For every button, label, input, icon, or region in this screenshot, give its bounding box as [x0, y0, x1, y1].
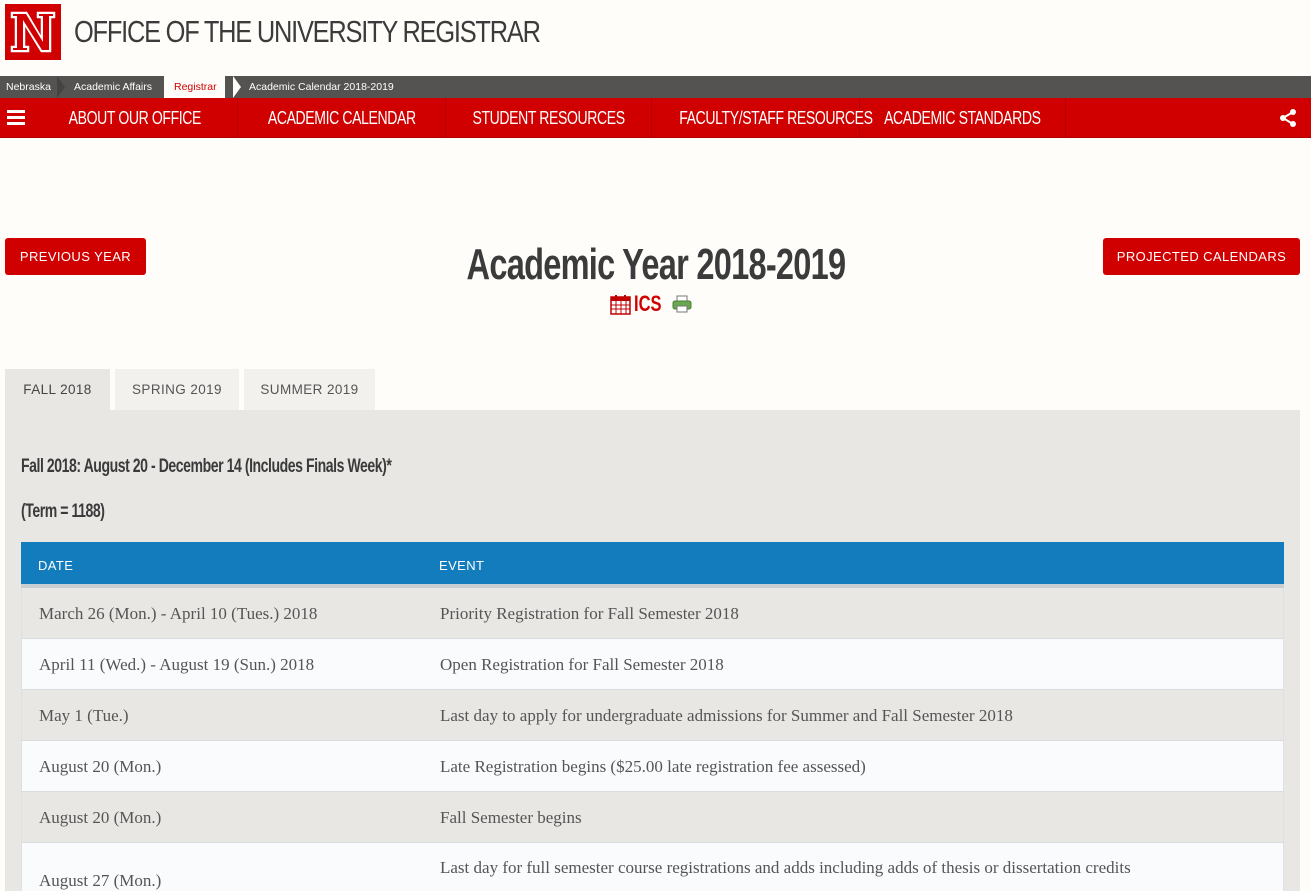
date-cell: April 11 (Wed.) - August 19 (Sun.) 2018: [39, 655, 315, 674]
main-nav: [0, 98, 1311, 138]
nav-student-resources[interactable]: STUDENT RESOURCES: [446, 98, 652, 138]
site-header: [0, 0, 1311, 76]
column-header-date: DATE: [38, 558, 74, 573]
breadcrumb-separator: [233, 76, 241, 98]
nebraska-n-logo[interactable]: [5, 4, 61, 60]
breadcrumb-separator: [57, 76, 65, 98]
breadcrumb-current: Academic Calendar 2018-2019: [249, 81, 394, 93]
term-code: (Term = 1188): [21, 501, 105, 522]
date-cell: March 26 (Mon.) - April 10 (Tues.) 2018: [39, 604, 318, 623]
fall-semester-heading: Fall 2018: August 20 - December 14 (Includes Finals Week)*: [21, 456, 392, 477]
date-cell: August 27 (Mon.): [39, 871, 162, 890]
event-cell: Late Registration begins ($25.00 late registration fee assessed): [440, 757, 866, 776]
share-icon[interactable]: [1278, 108, 1298, 128]
table-row: [21, 690, 1284, 741]
breadcrumb-nebraska[interactable]: Nebraska: [6, 81, 51, 93]
event-cell: Open Registration for Fall Semester 2018: [440, 655, 724, 674]
event-cell: Last day to apply for undergraduate admissions for Summer and Fall Semester 2018: [440, 706, 1013, 725]
calendar-icon: [610, 294, 631, 315]
tab-fall-2018[interactable]: FALL 2018: [5, 369, 110, 410]
fall-calendar-table: [21, 542, 1284, 891]
nav-about-our-office[interactable]: ABOUT OUR OFFICE: [32, 98, 238, 138]
table-row: [21, 792, 1284, 843]
nav-academic-calendar[interactable]: ACADEMIC CALENDAR: [238, 98, 446, 138]
previous-year-button[interactable]: PREVIOUS YEAR: [5, 238, 146, 275]
table-header: [21, 542, 1284, 588]
print-icon[interactable]: [672, 295, 692, 313]
ics-label[interactable]: ICS: [634, 291, 662, 316]
nav-faculty-staff-resources[interactable]: FACULTY/STAFF RESOURCES: [652, 98, 860, 138]
projected-calendars-button[interactable]: PROJECTED CALENDARS: [1103, 238, 1300, 275]
breadcrumb: [0, 76, 1311, 98]
date-cell: August 20 (Mon.): [39, 808, 162, 827]
table-row: [21, 843, 1284, 891]
tab-summer-2019[interactable]: SUMMER 2019: [244, 369, 375, 410]
table-row: [21, 741, 1284, 792]
site-title[interactable]: OFFICE OF THE UNIVERSITY REGISTRAR: [74, 14, 540, 49]
table-row: [21, 588, 1284, 639]
breadcrumb-registrar[interactable]: Registrar: [164, 76, 225, 98]
table-row: [21, 639, 1284, 690]
nav-academic-standards[interactable]: ACADEMIC STANDARDS: [860, 98, 1066, 138]
date-cell: May 1 (Tue.): [39, 706, 129, 725]
event-cell: Priority Registration for Fall Semester 2018: [440, 604, 739, 623]
tab-spring-2019[interactable]: SPRING 2019: [115, 369, 239, 410]
event-cell: Last day for full semester course registrations and adds including adds of thesis or dissertation credits: [440, 858, 1131, 877]
page-title: Academic Year 2018-2019: [466, 240, 846, 289]
breadcrumb-academic-affairs[interactable]: Academic Affairs: [74, 81, 153, 93]
column-header-event: EVENT: [439, 558, 485, 573]
event-cell: Fall Semester begins: [440, 808, 582, 827]
hamburger-menu-icon[interactable]: [7, 110, 25, 126]
date-cell: August 20 (Mon.): [39, 757, 162, 776]
